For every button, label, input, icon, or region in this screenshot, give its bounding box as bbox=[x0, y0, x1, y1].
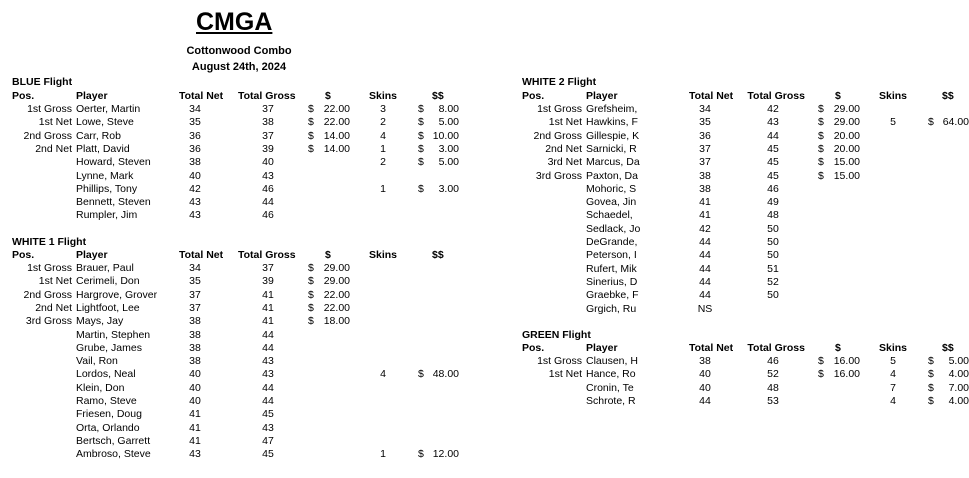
row-money-amount: 22.00 bbox=[323, 301, 350, 314]
row-total-gross: 39 bbox=[262, 142, 274, 155]
col-header-total-net: Total Net bbox=[179, 90, 224, 102]
row-skins-amount: 3.00 bbox=[438, 142, 459, 155]
row-skins: 2 bbox=[380, 156, 386, 169]
row-total-net: 42 bbox=[189, 182, 201, 195]
row-player-name: Lynne, Mark bbox=[76, 169, 134, 182]
col-header-skins-money: $$ bbox=[432, 90, 444, 102]
col-header-skins: Skins bbox=[879, 342, 908, 354]
col-header-skins: Skins bbox=[369, 249, 398, 261]
row-player-name: Howard, Steven bbox=[76, 156, 151, 169]
row-skins-symbol: $ bbox=[418, 156, 424, 169]
row-skins-symbol: $ bbox=[928, 381, 934, 394]
row-skins: 4 bbox=[380, 129, 386, 142]
row-money-amount: 20.00 bbox=[833, 129, 860, 142]
row-total-gross: 46 bbox=[767, 182, 779, 195]
row-total-net: 40 bbox=[699, 368, 711, 381]
row-total-gross: 45 bbox=[767, 156, 779, 169]
row-total-gross: 51 bbox=[767, 262, 779, 275]
row-total-net: 38 bbox=[189, 341, 201, 354]
row-total-gross: 46 bbox=[262, 209, 274, 222]
col-header-total-net: Total Net bbox=[689, 342, 734, 354]
row-total-gross: 46 bbox=[767, 355, 779, 367]
col-header-player: Player bbox=[586, 90, 618, 102]
row-total-net: 43 bbox=[189, 196, 201, 209]
row-money-symbol: $ bbox=[308, 275, 314, 288]
row-money-amount: 22.00 bbox=[323, 103, 350, 115]
row-player-name: Platt, David bbox=[76, 142, 130, 155]
row-position: 2nd Gross bbox=[533, 129, 582, 142]
row-total-gross: 37 bbox=[262, 103, 274, 115]
row-player-name: Hawkins, F bbox=[586, 116, 638, 129]
row-total-gross: 50 bbox=[767, 236, 779, 248]
row-player-name: Cerimeli, Don bbox=[76, 275, 140, 288]
row-total-net: 37 bbox=[699, 142, 711, 155]
row-total-net: 38 bbox=[189, 355, 201, 368]
row-player-name: Ramo, Steve bbox=[76, 395, 137, 407]
row-player-name: Sarnicki, R bbox=[586, 142, 637, 155]
col-header-total-net: Total Net bbox=[179, 249, 224, 261]
row-total-gross: 43 bbox=[262, 368, 274, 381]
row-player-name: Schaedel, bbox=[586, 209, 633, 222]
row-money-symbol: $ bbox=[308, 315, 314, 328]
flight-title: WHITE 1 Flight bbox=[12, 236, 87, 248]
row-player-name: Hargrove, Grover bbox=[76, 288, 158, 301]
row-total-net: 43 bbox=[189, 448, 201, 461]
row-skins: 1 bbox=[380, 142, 386, 155]
row-skins-symbol: $ bbox=[418, 103, 424, 115]
row-player-name: Mohoric, S bbox=[586, 182, 637, 195]
row-money-amount: 29.00 bbox=[833, 103, 860, 115]
col-header-pos: Pos. bbox=[522, 90, 545, 102]
col-header-skins-money: $$ bbox=[942, 90, 954, 102]
row-player-name: Lordos, Neal bbox=[76, 368, 136, 381]
col-header-skins-money: $$ bbox=[942, 342, 954, 354]
col-header-money: $ bbox=[325, 249, 331, 261]
row-skins-amount: 64.00 bbox=[942, 116, 969, 129]
row-player-name: Lightfoot, Lee bbox=[76, 301, 140, 314]
row-money-amount: 29.00 bbox=[323, 262, 350, 274]
row-skins-symbol: $ bbox=[418, 368, 424, 381]
row-total-gross: 45 bbox=[767, 142, 779, 155]
row-money-symbol: $ bbox=[308, 142, 314, 155]
row-total-gross: 50 bbox=[767, 289, 779, 302]
row-money-amount: 16.00 bbox=[833, 355, 860, 367]
row-total-gross: 43 bbox=[262, 169, 274, 182]
row-player-name: Brauer, Paul bbox=[76, 262, 134, 274]
row-money-symbol: $ bbox=[818, 156, 824, 169]
row-money-amount: 18.00 bbox=[323, 315, 350, 328]
col-header-player: Player bbox=[586, 342, 618, 354]
row-money-amount: 29.00 bbox=[833, 116, 860, 129]
row-money-amount: 29.00 bbox=[323, 275, 350, 288]
row-total-gross: 52 bbox=[767, 368, 779, 381]
row-total-net: 40 bbox=[189, 381, 201, 394]
col-header-player: Player bbox=[76, 90, 108, 102]
row-money-amount: 22.00 bbox=[323, 288, 350, 301]
row-skins: 4 bbox=[890, 394, 896, 407]
col-header-total-gross: Total Gross bbox=[747, 90, 805, 102]
page-title: CMGA bbox=[196, 8, 273, 36]
row-player-name: Graebke, F bbox=[586, 289, 639, 302]
row-total-net: 43 bbox=[189, 209, 201, 222]
col-header-total-gross: Total Gross bbox=[238, 249, 296, 261]
row-total-net: 44 bbox=[699, 275, 711, 288]
row-skins-symbol: $ bbox=[418, 182, 424, 195]
row-position: 1st Net bbox=[548, 116, 582, 129]
row-total-net: NS bbox=[697, 302, 713, 315]
row-money-amount: 15.00 bbox=[833, 156, 860, 169]
row-position: 3rd Gross bbox=[535, 169, 582, 182]
row-player-name: Rufert, Mik bbox=[586, 262, 637, 275]
row-skins-amount: 7.00 bbox=[948, 381, 969, 394]
row-player-name: Sedlack, Jo bbox=[586, 222, 641, 235]
row-skins-symbol: $ bbox=[928, 116, 934, 129]
col-header-pos: Pos. bbox=[522, 342, 545, 354]
row-total-gross: 50 bbox=[767, 222, 779, 235]
row-total-gross: 48 bbox=[767, 381, 779, 394]
row-money-symbol: $ bbox=[818, 368, 824, 381]
row-skins-amount: 12.00 bbox=[432, 448, 459, 461]
row-skins: 7 bbox=[890, 381, 896, 394]
row-position: 1st Gross bbox=[537, 103, 582, 115]
row-total-gross: 44 bbox=[262, 341, 274, 354]
flight-title: WHITE 2 Flight bbox=[522, 76, 597, 88]
row-total-gross: 45 bbox=[767, 169, 779, 182]
col-header-skins: Skins bbox=[369, 90, 398, 102]
row-player-name: Peterson, I bbox=[586, 249, 637, 262]
row-player-name: Schrote, R bbox=[586, 394, 636, 407]
row-total-net: 36 bbox=[699, 129, 711, 142]
row-money-symbol: $ bbox=[308, 301, 314, 314]
row-total-gross: 44 bbox=[767, 129, 779, 142]
row-total-gross: 41 bbox=[262, 288, 274, 301]
row-total-net: 34 bbox=[189, 262, 201, 274]
row-player-name: Cronin, Te bbox=[586, 381, 634, 394]
row-player-name: Bertsch, Garrett bbox=[76, 434, 151, 447]
row-total-gross: 50 bbox=[767, 249, 779, 262]
row-total-net: 40 bbox=[189, 395, 201, 407]
row-position: 3rd Net bbox=[547, 156, 582, 169]
row-total-net: 35 bbox=[189, 275, 201, 288]
row-player-name: Paxton, Da bbox=[586, 169, 638, 182]
row-total-net: 40 bbox=[189, 169, 201, 182]
row-total-net: 38 bbox=[189, 328, 201, 341]
row-position: 1st Net bbox=[38, 275, 72, 288]
row-total-gross: 37 bbox=[262, 129, 274, 142]
row-total-net: 44 bbox=[699, 249, 711, 262]
row-money-amount: 20.00 bbox=[833, 142, 860, 155]
row-total-gross: 43 bbox=[767, 116, 779, 129]
row-position: 2nd Net bbox=[35, 301, 72, 314]
row-player-name: Grgich, Ru bbox=[586, 302, 637, 315]
row-player-name: Govea, Jin bbox=[586, 196, 637, 209]
row-total-net: 41 bbox=[189, 421, 201, 434]
row-total-net: 36 bbox=[189, 142, 201, 155]
row-total-net: 41 bbox=[699, 196, 711, 209]
row-total-gross: 45 bbox=[262, 408, 274, 421]
row-total-gross: 44 bbox=[262, 328, 274, 341]
row-total-gross: 48 bbox=[767, 209, 779, 222]
row-total-gross: 37 bbox=[262, 262, 274, 274]
row-position: 1st Net bbox=[38, 116, 72, 129]
row-skins-symbol: $ bbox=[928, 394, 934, 407]
row-total-net: 38 bbox=[699, 169, 711, 182]
event-name: Cottonwood Combo bbox=[186, 45, 292, 57]
row-total-net: 37 bbox=[189, 288, 201, 301]
row-total-net: 35 bbox=[189, 116, 201, 129]
row-total-gross: 53 bbox=[767, 394, 779, 407]
row-player-name: Marcus, Da bbox=[586, 156, 640, 169]
row-money-symbol: $ bbox=[818, 103, 824, 115]
flight-title: GREEN Flight bbox=[522, 329, 591, 341]
row-player-name: Hance, Ro bbox=[586, 368, 636, 381]
row-total-gross: 43 bbox=[262, 421, 274, 434]
row-skins-amount: 5.00 bbox=[438, 116, 459, 129]
row-total-gross: 39 bbox=[262, 275, 274, 288]
col-header-total-gross: Total Gross bbox=[747, 342, 805, 354]
col-header-total-net: Total Net bbox=[689, 90, 734, 102]
row-total-gross: 47 bbox=[262, 434, 274, 447]
row-skins: 5 bbox=[890, 355, 896, 367]
row-position: 1st Gross bbox=[27, 262, 72, 274]
row-money-symbol: $ bbox=[818, 142, 824, 155]
row-money-amount: 22.00 bbox=[323, 116, 350, 129]
row-total-gross: 42 bbox=[767, 103, 779, 115]
row-total-net: 42 bbox=[699, 222, 711, 235]
row-money-symbol: $ bbox=[308, 288, 314, 301]
row-player-name: Grube, James bbox=[76, 341, 142, 354]
row-total-net: 38 bbox=[189, 315, 201, 328]
row-player-name: DeGrande, bbox=[586, 236, 638, 248]
row-money-symbol: $ bbox=[308, 116, 314, 129]
row-total-gross: 43 bbox=[262, 355, 274, 368]
row-skins-amount: 3.00 bbox=[438, 182, 459, 195]
row-player-name: Vail, Ron bbox=[76, 355, 118, 368]
event-date: August 24th, 2024 bbox=[191, 61, 287, 73]
row-total-net: 37 bbox=[189, 301, 201, 314]
row-money-amount: 14.00 bbox=[323, 142, 350, 155]
row-player-name: Orta, Orlando bbox=[76, 421, 140, 434]
row-skins-amount: 8.00 bbox=[438, 103, 459, 115]
row-position: 2nd Net bbox=[545, 142, 582, 155]
row-player-name: Bennett, Steven bbox=[76, 196, 151, 209]
row-total-net: 37 bbox=[699, 156, 711, 169]
row-skins-amount: 5.00 bbox=[438, 156, 459, 169]
row-total-gross: 49 bbox=[767, 196, 779, 209]
row-total-gross: 44 bbox=[262, 196, 274, 209]
row-position: 1st Gross bbox=[537, 355, 582, 367]
row-total-gross: 46 bbox=[262, 182, 274, 195]
row-position: 2nd Gross bbox=[23, 129, 72, 142]
row-skins-symbol: $ bbox=[418, 129, 424, 142]
row-player-name: Sinerius, D bbox=[586, 275, 638, 288]
row-total-gross: 41 bbox=[262, 315, 274, 328]
col-header-total-gross: Total Gross bbox=[238, 90, 296, 102]
col-header-pos: Pos. bbox=[12, 90, 35, 102]
row-skins-symbol: $ bbox=[418, 142, 424, 155]
row-money-symbol: $ bbox=[818, 129, 824, 142]
row-total-gross: 38 bbox=[262, 116, 274, 129]
row-total-net: 40 bbox=[189, 368, 201, 381]
row-money-amount: 15.00 bbox=[833, 169, 860, 182]
row-position: 2nd Net bbox=[35, 142, 72, 155]
row-money-symbol: $ bbox=[818, 169, 824, 182]
row-total-net: 44 bbox=[699, 394, 711, 407]
col-header-money: $ bbox=[325, 90, 331, 102]
col-header-skins-money: $$ bbox=[432, 249, 444, 261]
row-position: 1st Gross bbox=[27, 103, 72, 115]
row-skins-amount: 10.00 bbox=[432, 129, 459, 142]
row-total-gross: 40 bbox=[262, 156, 274, 169]
row-total-gross: 41 bbox=[262, 301, 274, 314]
row-skins-symbol: $ bbox=[418, 448, 424, 461]
row-total-gross: 52 bbox=[767, 275, 779, 288]
col-header-money: $ bbox=[835, 90, 841, 102]
row-player-name: Grefsheim, bbox=[586, 103, 638, 115]
row-money-symbol: $ bbox=[308, 262, 314, 274]
row-player-name: Oerter, Martin bbox=[76, 103, 141, 115]
row-total-net: 40 bbox=[699, 381, 711, 394]
row-money-symbol: $ bbox=[308, 129, 314, 142]
row-total-net: 34 bbox=[189, 103, 201, 115]
row-position: 2nd Gross bbox=[23, 288, 72, 301]
row-total-net: 44 bbox=[699, 236, 711, 248]
row-money-symbol: $ bbox=[308, 103, 314, 115]
row-player-name: Lowe, Steve bbox=[76, 116, 134, 129]
row-position: 3rd Gross bbox=[25, 315, 72, 328]
row-skins-amount: 4.00 bbox=[948, 394, 969, 407]
row-player-name: Ambroso, Steve bbox=[76, 448, 151, 461]
row-total-net: 41 bbox=[189, 434, 201, 447]
row-skins: 4 bbox=[890, 368, 896, 381]
row-skins-amount: 4.00 bbox=[948, 368, 969, 381]
flight-title: BLUE Flight bbox=[12, 76, 73, 88]
row-total-net: 36 bbox=[189, 129, 201, 142]
row-total-gross: 44 bbox=[262, 395, 274, 407]
row-skins: 2 bbox=[380, 116, 386, 129]
row-money-amount: 14.00 bbox=[323, 129, 350, 142]
row-player-name: Friesen, Doug bbox=[76, 408, 142, 421]
row-skins-symbol: $ bbox=[928, 355, 934, 367]
row-total-gross: 44 bbox=[262, 381, 274, 394]
row-total-net: 41 bbox=[699, 209, 711, 222]
row-skins: 4 bbox=[380, 368, 386, 381]
row-total-net: 34 bbox=[699, 103, 711, 115]
col-header-player: Player bbox=[76, 249, 108, 261]
row-total-net: 35 bbox=[699, 116, 711, 129]
row-money-amount: 16.00 bbox=[833, 368, 860, 381]
row-total-net: 41 bbox=[189, 408, 201, 421]
row-total-net: 44 bbox=[699, 289, 711, 302]
row-money-symbol: $ bbox=[818, 355, 824, 367]
row-skins-amount: 5.00 bbox=[948, 355, 969, 367]
row-skins: 1 bbox=[380, 182, 386, 195]
row-player-name: Phillips, Tony bbox=[76, 182, 138, 195]
col-header-skins: Skins bbox=[879, 90, 908, 102]
row-player-name: Martin, Stephen bbox=[76, 328, 151, 341]
row-skins: 3 bbox=[380, 103, 386, 115]
row-total-net: 44 bbox=[699, 262, 711, 275]
row-total-net: 38 bbox=[699, 355, 711, 367]
row-player-name: Gillespie, K bbox=[586, 129, 640, 142]
row-skins-amount: 48.00 bbox=[432, 368, 459, 381]
row-position: 1st Net bbox=[548, 368, 582, 381]
col-header-pos: Pos. bbox=[12, 249, 35, 261]
row-total-net: 38 bbox=[699, 182, 711, 195]
row-money-symbol: $ bbox=[818, 116, 824, 129]
row-total-net: 38 bbox=[189, 156, 201, 169]
row-total-gross: 45 bbox=[262, 448, 274, 461]
row-skins-symbol: $ bbox=[928, 368, 934, 381]
row-player-name: Clausen, H bbox=[586, 355, 638, 367]
row-skins: 5 bbox=[890, 116, 896, 129]
row-player-name: Carr, Rob bbox=[76, 129, 121, 142]
row-skins: 1 bbox=[380, 448, 386, 461]
row-player-name: Rumpler, Jim bbox=[76, 209, 138, 222]
col-header-money: $ bbox=[835, 342, 841, 354]
row-player-name: Klein, Don bbox=[76, 381, 125, 394]
row-skins-symbol: $ bbox=[418, 116, 424, 129]
row-player-name: Mays, Jay bbox=[76, 315, 124, 328]
